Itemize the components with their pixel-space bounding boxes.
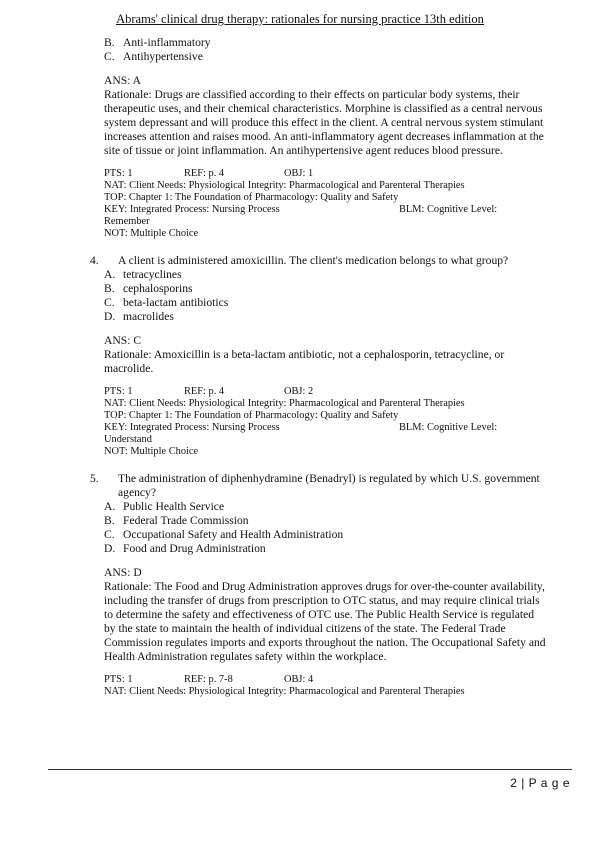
option-text: Federal Trade Commission	[123, 514, 249, 527]
meta-ref: REF: p. 4	[184, 168, 225, 179]
question-number: 5.	[90, 472, 99, 485]
option-text: cephalosporins	[123, 282, 193, 295]
meta-key: KEY: Integrated Process: Nursing Process	[104, 204, 280, 215]
meta-pts: PTS: 1	[104, 168, 133, 179]
question-text: The administration of diphenhydramine (Benadryl) is regulated by which U.S. government agency?	[118, 472, 540, 499]
option-letter: C.	[104, 296, 115, 309]
q5-answer: ANS: D	[104, 566, 142, 579]
page-number: 2 | P a g e	[510, 776, 570, 790]
q4-metadata	[104, 386, 548, 458]
meta-not: NOT: Multiple Choice	[104, 228, 199, 239]
meta-blm-level: Remember	[104, 216, 150, 227]
meta-obj: OBJ: 2	[284, 386, 314, 397]
header-title: Abrams' clinical drug therapy: rationales for nursing practice 13th edition	[116, 12, 484, 26]
meta-not: NOT: Multiple Choice	[104, 446, 199, 457]
q4-option-c	[104, 296, 548, 310]
option-letter: B.	[104, 36, 115, 49]
q4-option-a	[104, 268, 548, 282]
meta-nat: NAT: Client Needs: Physiological Integrity: Pharmacological and Parenteral Therapies	[104, 398, 465, 409]
meta-ref: REF: p. 7-8	[184, 674, 233, 685]
q5-metadata	[104, 674, 548, 698]
meta-key-row	[104, 422, 548, 434]
meta-ref: REF: p. 4	[184, 386, 225, 397]
option-letter: D.	[104, 542, 116, 555]
option-text: tetracyclines	[123, 268, 182, 281]
page-content	[90, 36, 548, 698]
footer-divider	[48, 769, 572, 770]
page-header	[0, 12, 600, 27]
q3-rationale: Rationale: Drugs are classified according to their effects on particular body systems, their therapeutic uses, and their chemical characteristics. Morphine is classified as a central nervous system depressant and will produce this effect in the client. A central nervous system stimulant increases attention and raises mood. An anti-inflammatory agent decreases inflammation at the site of tissue or joint inflammation. An antihypertensive agent reduces blood pressure.	[104, 88, 544, 157]
option-letter: B.	[104, 514, 115, 527]
meta-pts-row	[104, 168, 548, 180]
q4-stem	[90, 254, 548, 268]
option-text: macrolides	[123, 310, 174, 323]
option-text: Occupational Safety and Health Administration	[123, 528, 344, 541]
meta-obj: OBJ: 1	[284, 168, 314, 179]
option-text: Food and Drug Administration	[123, 542, 266, 555]
question-number: 4.	[90, 254, 99, 267]
q3-option-c	[104, 50, 548, 64]
option-text: Public Health Service	[123, 500, 225, 513]
meta-nat: NAT: Client Needs: Physiological Integrity: Pharmacological and Parenteral Therapies	[104, 180, 465, 191]
option-letter: A.	[104, 500, 116, 513]
q3-metadata	[104, 168, 548, 240]
option-text: Antihypertensive	[123, 50, 203, 63]
meta-blm: BLM: Cognitive Level:	[399, 422, 498, 433]
option-letter: C.	[104, 50, 115, 63]
q4-answer: ANS: C	[104, 334, 142, 347]
option-text: beta-lactam antibiotics	[123, 296, 229, 309]
option-letter: C.	[104, 528, 115, 541]
meta-obj: OBJ: 4	[284, 674, 314, 685]
option-text: Anti-inflammatory	[123, 36, 211, 49]
q3-answer: ANS: A	[104, 74, 142, 87]
q5-option-b	[104, 514, 548, 528]
meta-pts-row	[104, 674, 548, 686]
q5-option-a	[104, 500, 548, 514]
meta-blm: BLM: Cognitive Level:	[399, 204, 498, 215]
option-letter: D.	[104, 310, 116, 323]
q5-stem	[90, 472, 548, 500]
meta-key: KEY: Integrated Process: Nursing Process	[104, 422, 280, 433]
meta-pts: PTS: 1	[104, 674, 133, 685]
question-5	[90, 472, 548, 698]
q5-rationale: Rationale: The Food and Drug Administration approves drugs for over-the-counter availability, including the transfer of drugs from prescription to OTC status, and may require clinical trials to determine the safety and effectiveness of OTC use. The Public Health Service is regulated by the state to maintain the health of individual citizens of the state. The Federal Trade Commission regulates imports and exports throughout the nation. The Occupational Safety and Health Administration regulates safety within the workplace.	[104, 580, 546, 663]
meta-pts: PTS: 1	[104, 386, 133, 397]
question-text: A client is administered amoxicillin. The client's medication belongs to what group?	[118, 254, 509, 267]
q4-option-b	[104, 282, 548, 296]
q4-rationale: Rationale: Amoxicillin is a beta-lactam antibiotic, not a cephalosporin, tetracycline, or macrolide.	[104, 348, 505, 375]
option-letter: A.	[104, 268, 116, 281]
q3-option-b	[104, 36, 548, 50]
q4-option-d	[104, 310, 548, 324]
meta-blm-level: Understand	[104, 434, 152, 445]
meta-pts-row	[104, 386, 548, 398]
meta-top: TOP: Chapter 1: The Foundation of Pharmacology: Quality and Safety	[104, 410, 399, 421]
q5-option-c	[104, 528, 548, 542]
meta-key-row	[104, 204, 548, 216]
meta-nat: NAT: Client Needs: Physiological Integrity: Pharmacological and Parenteral Therapies	[104, 686, 465, 697]
question-3	[104, 36, 548, 240]
question-4	[90, 254, 548, 458]
meta-top: TOP: Chapter 1: The Foundation of Pharmacology: Quality and Safety	[104, 192, 399, 203]
option-letter: B.	[104, 282, 115, 295]
q5-option-d	[104, 542, 548, 556]
